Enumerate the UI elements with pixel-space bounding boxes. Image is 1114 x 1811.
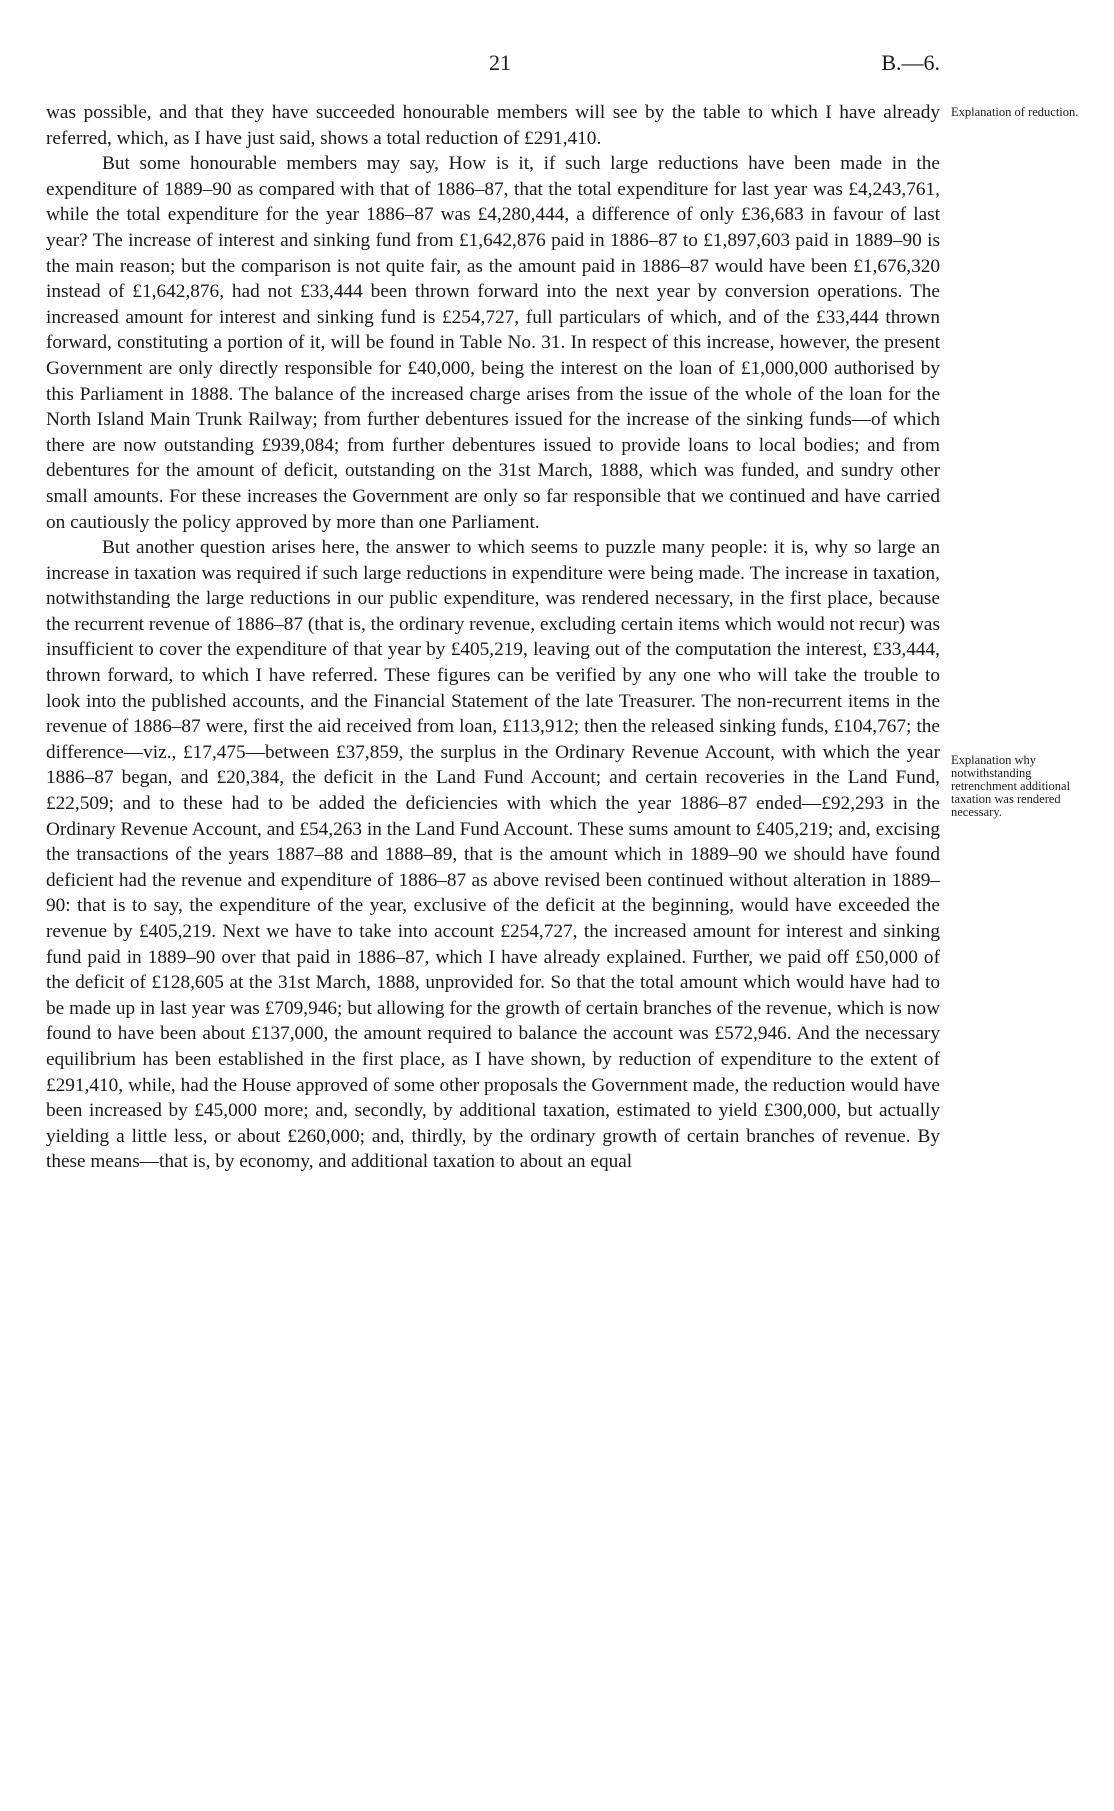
paragraph-taxation-explanation: But another question arises here, the answer to which seems to puzzle many people: it is, why so large an increase in taxation was required if such large reductions in expenditure were being made. The increase in taxation, notwithstanding the large reductions in our public expenditure, was rendered necessary, in the first place, because the recurrent revenue of 1886–87 (that is, the ordinary revenue, excluding certain items which would not recur) was insufficient to cover the expenditure of that year by £405,219, leaving out of the computation the interest, £33,444, thrown forward, to which I have referred. These figures can be verified by any one who will take the trouble to look into the published accounts, and the Financial Statement of the late Treasurer. The non-recurrent items in the revenue of 1886–87 were, first the aid received from loan, £113,912; then the released sinking funds, £104,767; the difference—viz., £17,475—between £37,859, the surplus in the Ordinary Revenue Account, with which the year 1886–87 began, and £20,384, the deficit in the Land Fund Account; and certain recoveries in the Land Fund, £22,509; and to these had to be added the deficiencies with which the year 1886–87 ended—£92,293 in the Ordinary Revenue Account, and £54,263 in the Land Fund Account. These sums amount to £405,219; and, excising the transactions of the years 1887–88 and 1888–89, that is the amount which in 1889–90 we should have found deficient had the revenue and expenditure of 1886–87 as above revised been continued without alteration in 1889–90: that is to say, the expenditure of the year, exclusive of the deficit at the beginning, would have exceeded the revenue by £405,219. Next we have to take into account £254,727, the increased amount for interest and sinking fund paid in 1889–90 over that paid in 1886–87, which I have already explained. Further, we paid off £50,000 of the deficit of £128,605 at the 31st March, 1888, unprovided for. So that the total amount which would have had to be made up in last year was £709,946; but allowing for the growth of certain branches of the revenue, which is now found to have been about £137,000, the amount required to balance the account was £572,946. And the necessary equilibrium has been established in the first place, as I have shown, by reduction of expenditure to the extent of £291,410, while, had the House approved of some other proposals the Government made, the reduction would have been increased by £45,000 more; and, secondly, by additional taxation, estimated to yield £300,000, but actually yielding a little less, or about £260,000; and, thirdly, by the ordinary growth of certain branches of revenue. By these means—that is, by economy, and additional taxation to about an equal xyxy=(46,537,940,1173)
marginal-note-taxation: Explanation why notwithstanding retrenchment additional taxation was rendered necessary. xyxy=(951,753,1071,819)
paragraph-expenditure-comparison: But some honourable members may say, How is it, if such large reductions have been made in the expenditure of 1889–90 as compared with that of 1886–87, that the total expenditure for last year was £4,243,761, while the total expenditure for the year 1886–87 was £4,280,444, a difference of only £36,683 in favour of last year? The increase of interest and sinking fund from £1,642,876 paid in 1886–87 to £1,897,603 paid in 1889–90 is the main reason; but the comparison is not quite fair, as the amount paid in 1886–87 would have been £1,676,320 instead of £1,642,876, had not £33,444 been thrown forward into the next year by conversion operations. The increased amount for interest and sinking fund is £254,727, full particulars of which, and of the £33,444 thrown forward, constituting a portion of it, will be found in Table No. 31. In respect of this increase, however, the present Government are only directly responsible for £40,000, being the interest on the loan of £1,000,000 authorised by this Parliament in 1888. The balance of the increased charge arises from the issue of the whole of the loan for the North Island Main Trunk Railway; from further debentures issued for the increase of the sinking funds—of which there are now outstanding £939,084; from further debentures issued to provide loans to local bodies; and from debentures for the amount of deficit, outstanding on the 31st March, 1888, which was funded, and sundry other small amounts. For these increases the Government are only so far responsible that we continued and have carried on cautiously the policy approved by more than one Parliament. xyxy=(46,153,940,533)
paragraph-continuation: was possible, and that they have succeeded honourable members will see by the table to which I have already referred, which, as I have just said, shows a total reduction of £291,410. xyxy=(46,102,940,149)
marginal-note-reduction: Explanation of reduction. xyxy=(951,105,1079,119)
body-text xyxy=(46,100,940,1175)
document-reference: B.—6. xyxy=(881,50,940,75)
page-number: 21 xyxy=(489,50,511,75)
